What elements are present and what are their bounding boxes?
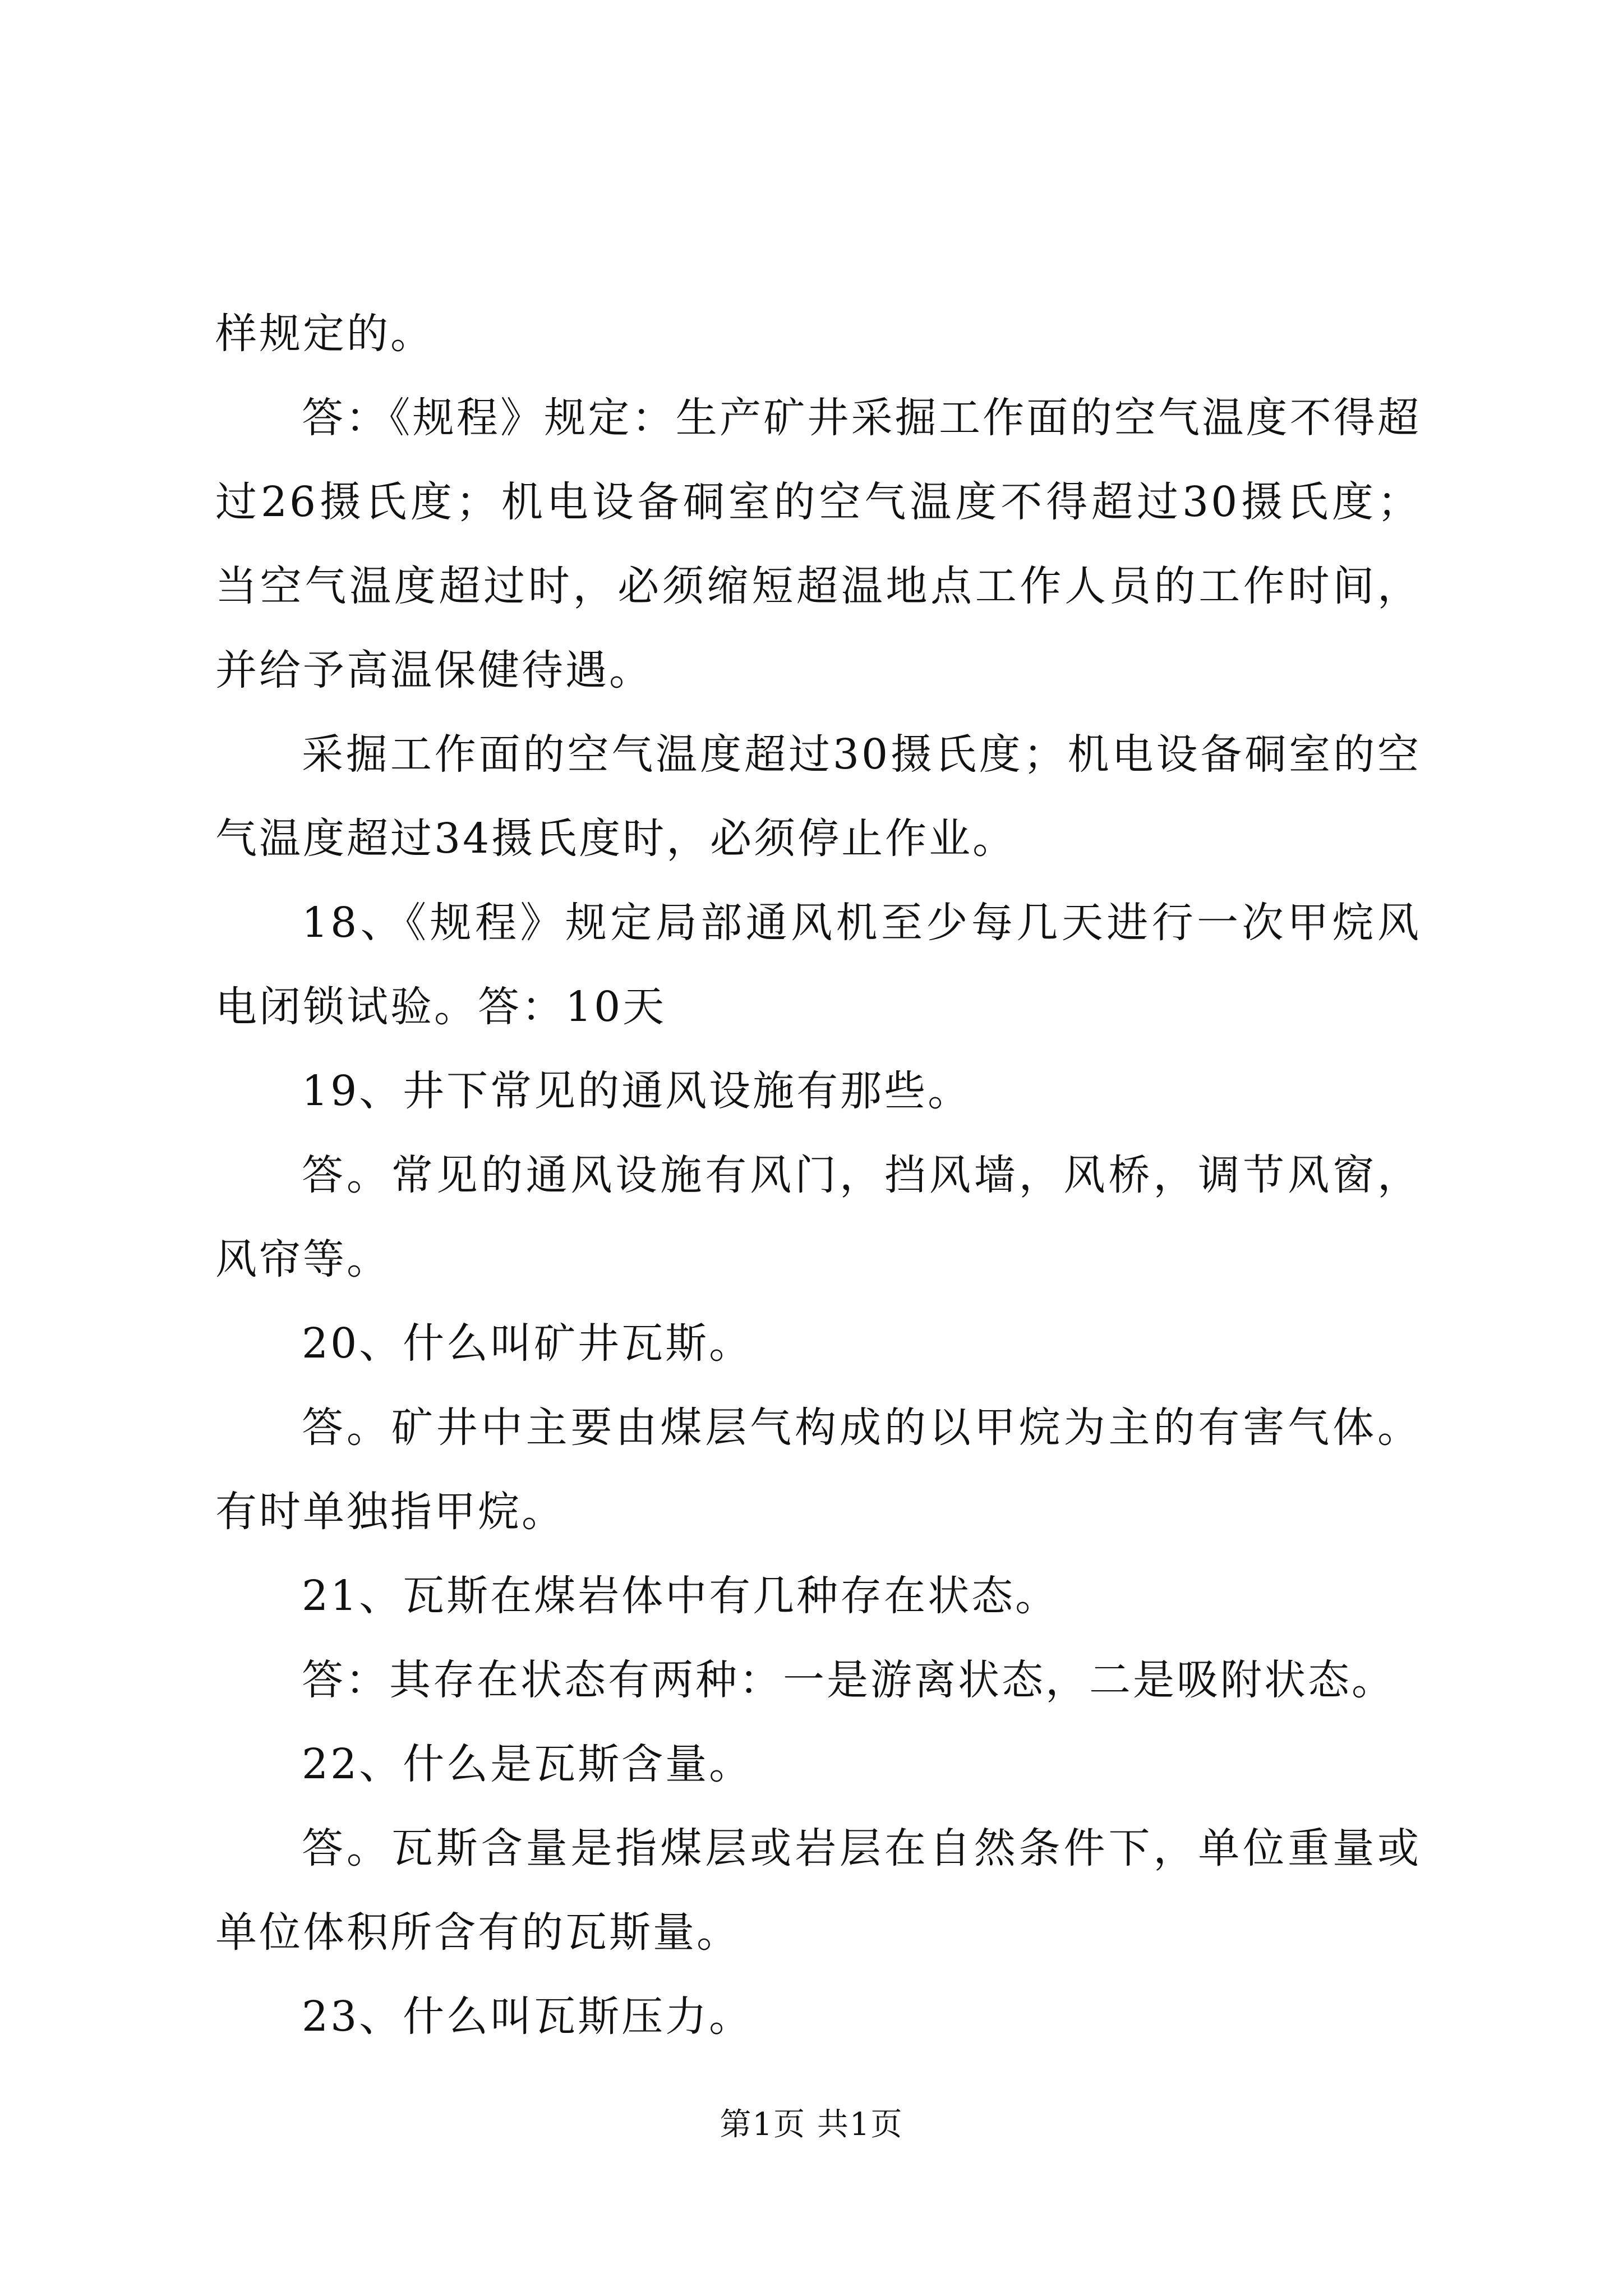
paragraph-answer-17: 答：《规程》规定：生产矿井采掘工作面的空气温度不得超过26摄氏度；机电设备硐室的空气温度不得超过30摄氏度；当空气温度超过时，必须缩短超温地点工作人员的工作时间，并给予高温保健待遇。 xyxy=(215,394,1421,694)
answer-22: 答。瓦斯含量是指煤层或岩层在自然条件下，单位重量或单位体积所含有的瓦斯量。 xyxy=(215,1824,1421,1957)
page-footer: 第1页 共1页 xyxy=(720,2106,903,2143)
answer-20: 答。矿井中主要由煤层气构成的以甲烷为主的有害气体。有时单独指甲烷。 xyxy=(215,1404,1421,1536)
answer-21: 答：其存在状态有两种：一是游离状态，二是吸附状态。 xyxy=(302,1656,1395,1704)
question-18: 18、《规程》规定局部通风机至少每几天进行一次甲烷风电闭锁试验。答：10天 xyxy=(215,899,1421,1031)
question-23: 23、什么叫瓦斯压力。 xyxy=(302,1993,753,2041)
paragraph-continuation: 样规定的。 xyxy=(215,310,434,358)
answer-19: 答。常见的通风设施有风门，挡风墙，风桥，调节风窗，风帘等。 xyxy=(215,1151,1421,1283)
question-21: 21、瓦斯在煤岩体中有几种存在状态。 xyxy=(302,1572,1059,1620)
document-body xyxy=(215,292,1421,2059)
question-19: 19、井下常见的通风设施有那些。 xyxy=(302,1067,972,1115)
paragraph-answer-17-cont: 采掘工作面的空气温度超过30摄氏度；机电设备硐室的空气温度超过34摄氏度时，必须停止作业。 xyxy=(215,730,1421,863)
question-22: 22、什么是瓦斯含量。 xyxy=(302,1740,753,1788)
question-20: 20、什么叫矿井瓦斯。 xyxy=(302,1319,753,1368)
